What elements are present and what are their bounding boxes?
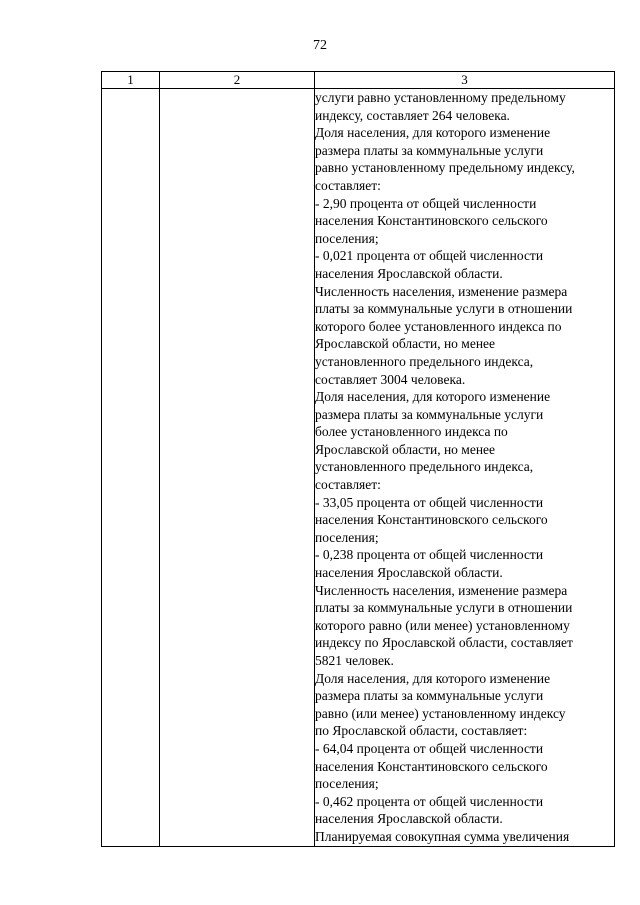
text-line: равно установленному предельному индексу,: [315, 160, 575, 176]
text-line: индексу по Ярославской области, составляет: [315, 635, 573, 651]
text-line: составляет 3004 человека.: [315, 371, 466, 387]
text-line: равно (или менее) установленному индексу: [315, 705, 566, 721]
text-line: установленного предельного индекса,: [315, 459, 534, 475]
text-line: Численность населения, изменение размера: [315, 283, 568, 299]
column-header-2: 2: [160, 72, 315, 89]
text-line: размера платы за коммунальные услуги: [315, 688, 544, 704]
text-line: населения Ярославской области.: [315, 265, 503, 281]
text-line: поселения;: [315, 230, 379, 246]
text-line: - 0,238 процента от общей численности: [315, 547, 544, 563]
text-line: Доля населения, для которого изменение: [315, 670, 551, 686]
text-line: индексу, составляет 264 человека.: [315, 107, 510, 123]
page-number: 72: [313, 38, 327, 53]
text-line: - 0,462 процента от общей численности: [315, 793, 544, 809]
cell-col-2: [160, 89, 315, 847]
text-line: Доля населения, для которого изменение: [315, 389, 551, 405]
text-line: населения Константиновского сельского: [315, 213, 548, 229]
text-line: составляет:: [315, 177, 381, 193]
text-line: - 64,04 процента от общей численности: [315, 740, 544, 756]
text-line: - 33,05 процента от общей численности: [315, 494, 544, 510]
text-line: более установленного индекса по: [315, 424, 508, 440]
text-line: Доля населения, для которого изменение: [315, 125, 551, 141]
text-line: населения Ярославской области.: [315, 811, 503, 827]
text-line: которого равно (или менее) установленному: [315, 617, 570, 633]
text-line: услуги равно установленному предельному: [315, 90, 566, 105]
column-header-3: 3: [315, 72, 615, 89]
text-line: Планируемая совокупная сумма увеличения: [315, 828, 570, 844]
text-line: платы за коммунальные услуги в отношении: [315, 301, 573, 317]
text-line: Ярославской области, но менее: [315, 441, 496, 457]
text-line: размера платы за коммунальные услуги: [315, 406, 544, 422]
text-line: Численность населения, изменение размера: [315, 582, 568, 598]
text-line: населения Ярославской области.: [315, 565, 503, 581]
text-line: размера платы за коммунальные услуги: [315, 142, 544, 158]
text-line: составляет:: [315, 477, 381, 493]
cell-col-3: [315, 89, 615, 847]
text-line: которого более установленного индекса по: [315, 318, 562, 334]
document-table: [101, 71, 615, 847]
table-header-row: [102, 72, 615, 89]
text-line: платы за коммунальные услуги в отношении: [315, 600, 573, 616]
text-line: установленного предельного индекса,: [315, 353, 534, 369]
cell-col-1: [102, 89, 160, 847]
text-line: - 2,90 процента от общей численности: [315, 195, 537, 211]
text-line: населения Константиновского сельского: [315, 512, 548, 528]
text-line: по Ярославской области, составляет:: [315, 723, 528, 739]
column-header-1: 1: [102, 72, 160, 89]
text-line: населения Константиновского сельского: [315, 758, 548, 774]
text-line: - 0,021 процента от общей численности: [315, 248, 544, 264]
table-row: [102, 89, 615, 847]
text-line: поселения;: [315, 776, 379, 792]
text-line: Ярославской области, но менее: [315, 336, 496, 352]
text-line: 5821 человек.: [315, 653, 394, 668]
text-line: поселения;: [315, 529, 379, 545]
